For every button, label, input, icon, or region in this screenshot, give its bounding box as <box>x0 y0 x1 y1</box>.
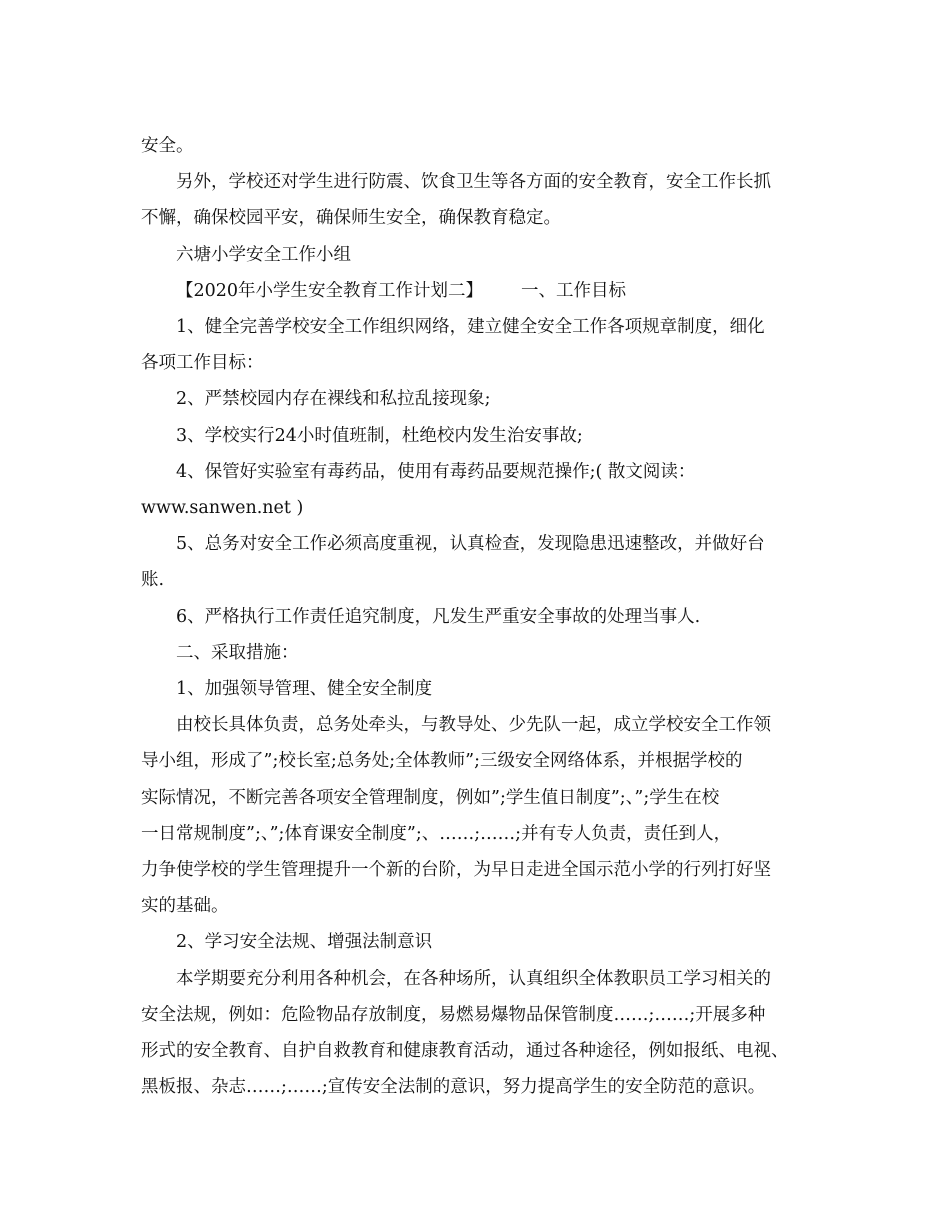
signature-line: 六塘小学安全工作小组 <box>176 244 351 265</box>
text-line: 导小组，形成了”;校长室;总务处;全体教师”;三级安全网络体系，并根据学校的 <box>141 751 743 772</box>
section-heading-line <box>141 273 811 309</box>
plan-title: 【2020年小学生安全教育工作计划二】 <box>176 280 484 301</box>
text-line: 各项工作目标： <box>141 353 264 374</box>
text-line: 另外，学校还对学生进行防震、饮食卫生等各方面的安全教育，安全工作长抓 <box>176 172 771 193</box>
text-line: 6、严格执行工作责任追究制度，凡发生严重安全事故的处理当事人. <box>176 606 701 627</box>
text-line: 1、健全完善学校安全工作组织网络，建立健全安全工作各项规章制度，细化 <box>176 317 765 338</box>
subsection-heading: 1、加强领导管理、健全安全制度 <box>176 679 433 700</box>
text-line: 安全。 <box>141 136 194 156</box>
text-line: 4、保管好实验室有毒药品，使用有毒药品要规范操作;( 散文阅读： <box>176 461 696 482</box>
text-line: 3、学校实行24小时值班制，杜绝校内发生治安事故; <box>176 425 583 446</box>
section-heading: 一、工作目标 <box>521 280 627 301</box>
text-line: 力争使学校的学生管理提升一个新的台阶，为早日走进全国示范小学的行列打好坚 <box>141 860 771 881</box>
text-line: 黑板报、杂志……;……;宣传安全法制的意识，努力提高学生的安全防范的意识。 <box>141 1077 766 1098</box>
text-line: 一日常规制度”;、”;体育课安全制度”;、……;……;并有专人负责，责任到人， <box>141 823 732 844</box>
text-line: 实的基础。 <box>141 896 229 917</box>
text-line: 实际情况，不断完善各项安全管理制度，例如”;学生值日制度”;、”;学生在校 <box>141 787 720 808</box>
text-line: 安全法规，例如：危险物品存放制度，易燃易爆物品保管制度……;……;开展多种 <box>141 1004 766 1025</box>
document-body <box>141 128 811 1105</box>
text-line: 账. <box>141 570 165 591</box>
text-line: 2、严禁校园内存在裸线和私拉乱接现象; <box>176 389 491 410</box>
text-line: www.sanwen.net ) <box>141 498 304 519</box>
text-line: 本学期要充分利用各种机会，在各种场所，认真组织全体教职员工学习相关的 <box>176 968 771 989</box>
text-line: 形式的安全教育、自护自救教育和健康教育活动，通过各种途径，例如报纸、电视、 <box>141 1041 789 1062</box>
subsection-heading: 2、学习安全法规、增强法制意识 <box>176 932 433 953</box>
text-line: 不懈，确保校园平安，确保师生安全，确保教育稳定。 <box>141 208 561 229</box>
section-heading: 二、采取措施： <box>176 642 299 663</box>
text-line: 由校长具体负责，总务处牵头，与教导处、少先队一起，成立学校安全工作领 <box>176 715 771 736</box>
text-line: 5、总务对安全工作必须高度重视，认真检查，发现隐患迅速整改，并做好台 <box>176 534 765 555</box>
